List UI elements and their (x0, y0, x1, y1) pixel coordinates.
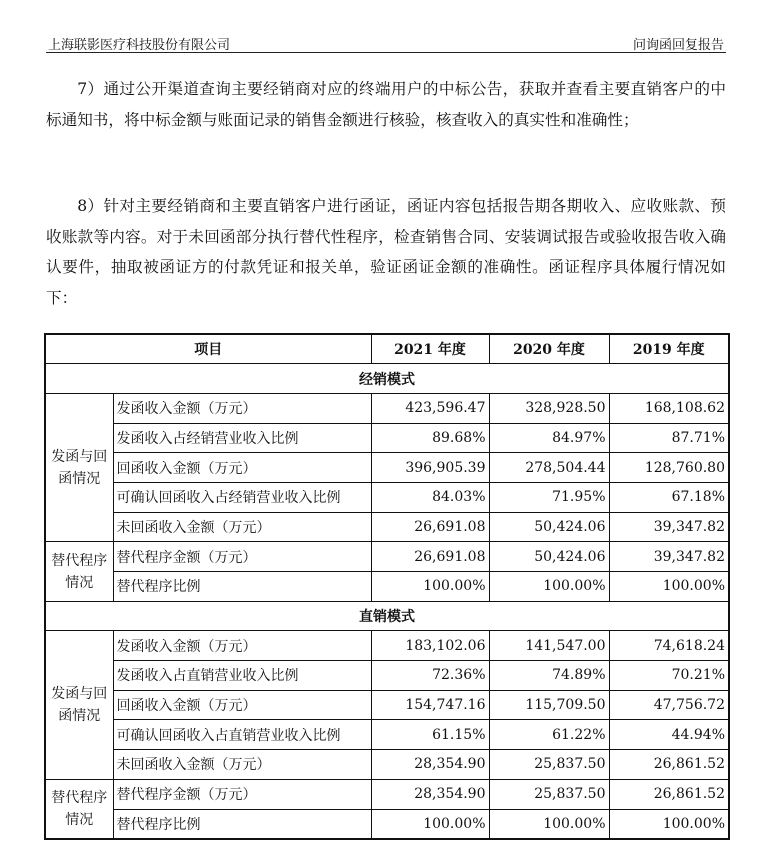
value-2020: 115,709.50 (489, 690, 609, 720)
value-2020: 25,837.50 (489, 779, 609, 809)
row-item-label: 发函收入占直销营业收入比例 (113, 661, 371, 691)
value-2019: 39,347.82 (609, 512, 729, 542)
paragraph-8: 8）针对主要经销商和主要直销客户进行函证，函证内容包括报告期各期收入、应收账款、预收账款等内容。对于未回函部分执行替代性程序，检查销售合同、安装调试报告或验收报告收入确认要件，抽取被函证方的付款凭证和报关单，验证函证金额的准确性。函证程序具体履行情况如下： (46, 197, 726, 307)
row-item-label: 回函收入金额（万元） (113, 453, 371, 483)
value-2021: 396,905.39 (371, 453, 489, 483)
row-item-label: 替代程序比例 (113, 809, 371, 839)
value-2019: 70.21% (609, 661, 729, 691)
value-2020: 278,504.44 (489, 453, 609, 483)
value-2020: 328,928.50 (489, 393, 609, 423)
value-2019: 39,347.82 (609, 542, 729, 572)
value-2020: 100.00% (489, 809, 609, 839)
value-2021: 26,691.08 (371, 542, 489, 572)
value-2020: 50,424.06 (489, 512, 609, 542)
value-2021: 100.00% (371, 809, 489, 839)
row-item-label: 替代程序比例 (113, 572, 371, 602)
table-row (45, 631, 729, 661)
table-row (45, 661, 729, 691)
value-2020: 61.22% (489, 720, 609, 750)
value-2020: 74.89% (489, 661, 609, 691)
group-label: 发函与回函情况 (45, 393, 113, 541)
row-item-label: 未回函收入金额（万元） (113, 750, 371, 780)
table-row (45, 779, 729, 809)
value-2021: 61.15% (371, 720, 489, 750)
row-item-label: 替代程序金额（万元） (113, 779, 371, 809)
value-2021: 72.36% (371, 661, 489, 691)
group-label: 替代程序情况 (45, 542, 113, 601)
document-title: 问询函回复报告 (632, 38, 724, 53)
section-row (45, 601, 729, 631)
table-row (45, 393, 729, 423)
value-2019: 168,108.62 (609, 393, 729, 423)
header-2020: 2020 年度 (489, 334, 609, 364)
row-item-label: 可确认回函收入占经销营业收入比例 (113, 482, 371, 512)
value-2019: 47,756.72 (609, 690, 729, 720)
value-2021: 183,102.06 (371, 631, 489, 661)
table-row (45, 690, 729, 720)
row-item-label: 发函收入金额（万元） (113, 631, 371, 661)
table-row (45, 482, 729, 512)
value-2020: 141,547.00 (489, 631, 609, 661)
table-row (45, 750, 729, 780)
group-label: 发函与回函情况 (45, 631, 113, 779)
header-2019: 2019 年度 (609, 334, 729, 364)
value-2019: 128,760.80 (609, 453, 729, 483)
table-row (45, 572, 729, 602)
row-item-label: 发函收入金额（万元） (113, 393, 371, 423)
table-row (45, 423, 729, 453)
confirmation-table (44, 333, 730, 840)
value-2021: 423,596.47 (371, 393, 489, 423)
value-2021: 84.03% (371, 482, 489, 512)
table-row (45, 809, 729, 839)
value-2021: 154,747.16 (371, 690, 489, 720)
row-item-label: 未回函收入金额（万元） (113, 512, 371, 542)
value-2020: 100.00% (489, 572, 609, 602)
section-row (45, 364, 729, 394)
row-item-label: 替代程序金额（万元） (113, 542, 371, 572)
value-2021: 100.00% (371, 572, 489, 602)
row-item-label: 回函收入金额（万元） (113, 690, 371, 720)
company-name: 上海联影医疗科技股份有限公司 (48, 38, 231, 53)
section-title: 经销模式 (45, 364, 729, 394)
value-2019: 100.00% (609, 572, 729, 602)
table-row (45, 542, 729, 572)
table-row (45, 512, 729, 542)
value-2019: 26,861.52 (609, 779, 729, 809)
table-row (45, 453, 729, 483)
value-2019: 74,618.24 (609, 631, 729, 661)
value-2020: 25,837.50 (489, 750, 609, 780)
value-2020: 84.97% (489, 423, 609, 453)
header-2021: 2021 年度 (371, 334, 489, 364)
header-item: 项目 (45, 334, 371, 364)
row-item-label: 发函收入占经销营业收入比例 (113, 423, 371, 453)
value-2021: 28,354.90 (371, 779, 489, 809)
value-2021: 26,691.08 (371, 512, 489, 542)
value-2019: 87.71% (609, 423, 729, 453)
value-2019: 100.00% (609, 809, 729, 839)
value-2021: 89.68% (371, 423, 489, 453)
value-2019: 26,861.52 (609, 750, 729, 780)
page-header (46, 31, 726, 53)
value-2021: 28,354.90 (371, 750, 489, 780)
value-2020: 71.95% (489, 482, 609, 512)
paragraph-7: 7）通过公开渠道查询主要经销商对应的终端用户的中标公告，获取并查看主要直销客户的中标通知书，将中标金额与账面记录的销售金额进行核验，核查收入的真实性和准确性； (46, 80, 726, 129)
table-row (45, 720, 729, 750)
section-title: 直销模式 (45, 601, 729, 631)
value-2019: 67.18% (609, 482, 729, 512)
table-header-row (45, 334, 729, 364)
value-2019: 44.94% (609, 720, 729, 750)
row-item-label: 可确认回函收入占直销营业收入比例 (113, 720, 371, 750)
group-label: 替代程序情况 (45, 779, 113, 838)
value-2020: 50,424.06 (489, 542, 609, 572)
